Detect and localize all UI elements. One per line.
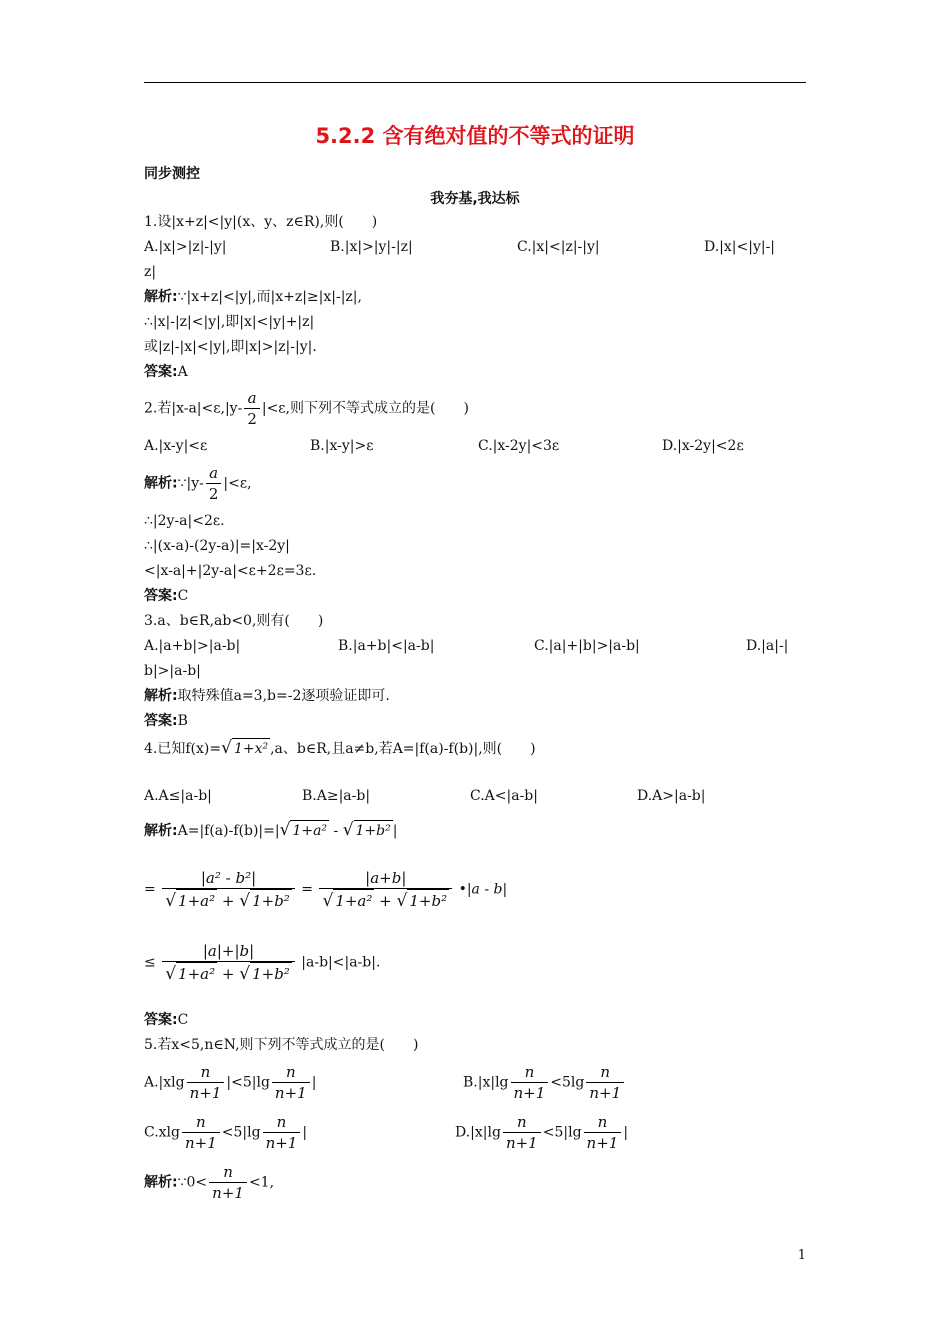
q1-answer: 答案:A [144, 364, 188, 380]
question-2: 2.若|x-a|<ε,|y- $\frac{a}{2}$ |<ε,则下列不等式成立的是( ) [144, 389, 469, 428]
q1-solution-line-3: 或|z|-|x|<|y|,即|x|>|z|-|y|. [144, 339, 317, 355]
solution-label: 解析: [144, 289, 178, 305]
q2-answer: 答案:C [144, 588, 189, 604]
header-rule [144, 82, 806, 83]
q4-solution-line-1: 解析:A=|f(a)-f(b)|=|√ 1+a² - √ 1+b² | [144, 820, 398, 840]
question-5: 5.若x<5,n∈N,则下列不等式成立的是( ) [144, 1037, 419, 1053]
q2-solution-line-4: <|x-a|+|2y-a|<ε+2ε=3ε. [144, 563, 317, 579]
q2-option-d: D.|x-2y|<2ε [662, 438, 744, 454]
subsection-heading: 我夯基,我达标 [430, 191, 520, 207]
q4-solution-line-3: ≤ $\frac{|a|+|b|}{\text{√ 1+a² + √ 1+b²}}$ |a-b|<|a-b|. [144, 942, 381, 984]
q2-solution-line-1: 解析:∵|y- $\frac{a}{2}$ |<ε, [144, 464, 252, 503]
q1-option-d-cont: z| [144, 264, 157, 280]
q2-option-c: C.|x-2y|<3ε [478, 438, 560, 454]
page-title: 5.2.2 含有绝对值的不等式的证明 [315, 124, 635, 148]
q5-option-a: A.|xlg $\frac{n}{n+1}$ |<5|lg $\frac{n}{n+1}$ | [144, 1063, 317, 1102]
q2-option-a: A.|x-y|<ε [144, 438, 208, 454]
page-number: 1 [797, 1248, 806, 1263]
q1-option-b: B.|x|>|y|-|z| [330, 239, 413, 255]
fraction-abs-a-plus-abs-b: $\frac{|a|+|b|}{\text{√ 1+a² + √ 1+b²}}$ [162, 941, 295, 984]
q3-option-b: B.|a+b|<|a-b| [338, 638, 435, 654]
q5-option-c: C.xlg $\frac{n}{n+1}$ <5|lg $\frac{n}{n+1}$ | [144, 1113, 308, 1152]
fraction-abs-sum: $\frac{|a+b|}{\text{√ 1+a² + √ 1+b²}}$ [319, 868, 452, 911]
q2-solution-line-3: ∴|(x-a)-(2y-a)|=|x-2y| [144, 538, 290, 554]
q3-option-c: C.|a|+|b|>|a-b| [534, 638, 640, 654]
q3-option-d-cont: b|>|a-b| [144, 663, 201, 679]
answer-label: 答案: [144, 364, 178, 380]
q4-option-b: B.A≥|a-b| [302, 788, 371, 804]
q1-option-a: A.|x|>|z|-|y| [144, 239, 227, 255]
sqrt-1-plus-x2: 1+x² [232, 738, 270, 758]
q1-option-c: C.|x|<|z|-|y| [517, 239, 600, 255]
q2-option-b: B.|x-y|>ε [310, 438, 374, 454]
q1-solution-line-2: ∴|x|-|z|<|y|,即|x|<|y|+|z| [144, 314, 315, 330]
question-1: 1.设|x+z|<|y|(x、y、z∈R),则( ) [144, 214, 378, 230]
q2-solution-line-2: ∴|2y-a|<2ε. [144, 513, 225, 529]
q3-solution: 解析:取特殊值a=3,b=-2逐项验证即可. [144, 688, 390, 704]
section-heading: 同步测控 [144, 166, 200, 182]
q4-option-a: A.A≤|a-b| [144, 788, 212, 804]
q5-option-b: B.|x|lg $\frac{n}{n+1}$ <5lg $\frac{n}{n+1}$ [463, 1062, 626, 1103]
fraction-a-over-2: $\frac{a}{2}$ [206, 463, 222, 504]
q5-solution-line-1: 解析:∵0< $\frac{n}{n+1}$ <1, [144, 1163, 275, 1202]
fraction-a-over-2: $\frac{a}{2}$ [244, 388, 260, 429]
q3-option-a: A.|a+b|>|a-b| [144, 638, 241, 654]
q4-option-c: C.A<|a-b| [470, 788, 538, 804]
q4-answer: 答案:C [144, 1012, 189, 1028]
q1-option-d: D.|x|<|y|-| [704, 239, 776, 255]
fraction-abs-diff-squares: $\frac{\text{|a² - b²|}}{\text{√ 1+a² + √ 1+b²}}$ [162, 868, 295, 911]
q4-option-d: D.A>|a-b| [637, 788, 706, 804]
q3-answer: 答案:B [144, 713, 188, 729]
q3-option-d: D.|a|-| [746, 638, 789, 654]
q4-solution-line-2: = $\frac{\text{|a² - b²|}}{\text{√ 1+a² + √ 1+b²}}$ = $\frac{|a+b|}{\text{√ 1+a² + √ 1+b²}}$ •|a - b| [144, 869, 508, 911]
q1-solution-line-1: 解析:∵|x+z|<|y|,而|x+z|≥|x|-|z|, [144, 289, 362, 305]
question-4: 4.已知f(x)=√ 1+x² ,a、b∈R,且a≠b,若A=|f(a)-f(b)|,则( ) [144, 738, 536, 758]
question-3: 3.a、b∈R,ab<0,则有( ) [144, 613, 324, 629]
q5-option-d: D.|x|lg $\frac{n}{n+1}$ <5|lg $\frac{n}{n+1}$ | [455, 1113, 629, 1152]
